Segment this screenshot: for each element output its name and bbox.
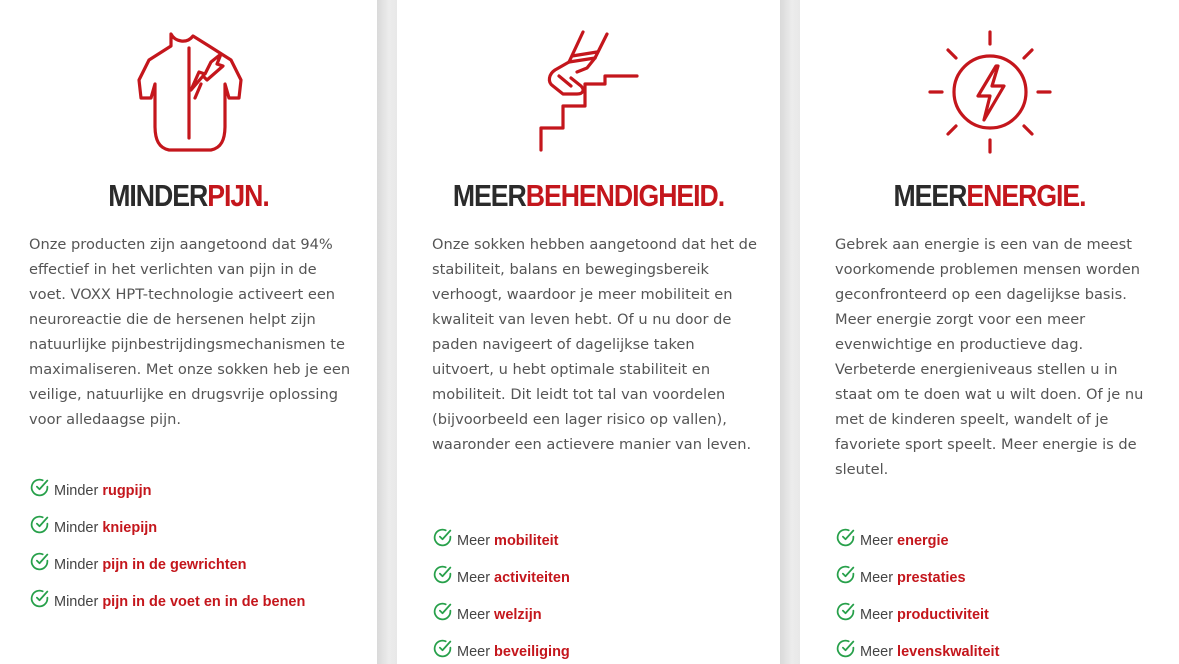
list-item	[432, 522, 570, 559]
item-prefix: Meer	[457, 532, 491, 549]
card-title	[424, 178, 753, 214]
item-prefix: Minder	[54, 519, 99, 536]
item-highlight: pijn in de gewrichten	[102, 556, 247, 573]
list-item	[29, 509, 305, 546]
title-dark-part: MEER	[452, 178, 526, 213]
item-prefix: Meer	[457, 643, 491, 660]
item-prefix: Minder	[54, 593, 99, 610]
item-prefix: Minder	[54, 556, 99, 573]
benefit-list	[432, 522, 570, 664]
list-item	[29, 583, 305, 620]
card-title	[827, 178, 1153, 214]
sock-climbing-stairs-icon	[397, 28, 780, 156]
item-highlight: levenskwaliteit	[897, 643, 1000, 660]
card-description: Onze sokken hebben aangetoond dat het de stabiliteit, balans en bewegingsbereik verhoogt, waardoor je meer mobiliteit en kwaliteit van leven hebt. Of u nu door de paden navigeert of dagelijkse taken uitvoert, u hebt optimale stabiliteit en mobiliteit. Dit leidt tot tal van voordelen (bijvoorbeeld een lager risico op vallen), waaronder een actievere manier van leven.	[432, 236, 757, 453]
item-prefix: Minder	[54, 482, 99, 499]
item-highlight: productiviteit	[897, 606, 989, 623]
item-highlight: energie	[897, 532, 949, 549]
list-item	[835, 522, 999, 559]
card-gap-shadow	[780, 0, 800, 664]
title-red-part: PIJN.	[207, 178, 269, 213]
item-highlight: activiteiten	[494, 569, 570, 586]
list-item	[432, 596, 570, 633]
item-highlight: prestaties	[897, 569, 966, 586]
card-title	[26, 178, 350, 214]
item-prefix: Meer	[860, 569, 894, 586]
item-highlight: rugpijn	[102, 482, 152, 499]
benefit-card-more-energy	[800, 0, 1179, 664]
benefit-card-less-pain	[0, 0, 377, 664]
item-prefix: Meer	[457, 606, 491, 623]
item-highlight: beveiliging	[494, 643, 570, 660]
check-circle-icon	[29, 551, 50, 572]
check-circle-icon	[432, 638, 453, 659]
check-circle-icon	[835, 601, 856, 622]
card-description: Onze producten zijn aangetoond dat 94% effectief in het verlichten van pijn in de voet. VOXX HPT-technologie activeert een neuroreactie die de hersenen helpt zijn natuurlijke pijnbestrijdingsmechanismen te maximaliseren. Met onze sokken heb je een veilige, natuurlijke en drugsvrije oplossing voor alledaagse pijn.	[29, 236, 351, 428]
list-item	[835, 596, 999, 633]
title-dark-part: MEER	[893, 178, 967, 213]
item-highlight: mobiliteit	[494, 532, 559, 549]
list-item	[432, 559, 570, 596]
benefit-card-more-agility	[397, 0, 780, 664]
check-circle-icon	[432, 527, 453, 548]
item-highlight: kniepijn	[102, 519, 158, 536]
check-circle-icon	[432, 601, 453, 622]
title-red-part: ENERGIE.	[966, 178, 1086, 213]
check-circle-icon	[432, 564, 453, 585]
benefit-list	[835, 522, 999, 664]
item-prefix: Meer	[860, 532, 894, 549]
check-circle-icon	[835, 564, 856, 585]
list-item	[835, 633, 999, 664]
item-highlight: pijn in de voet en in de benen	[102, 593, 306, 610]
item-highlight: welzijn	[494, 606, 542, 623]
item-prefix: Meer	[860, 643, 894, 660]
title-red-part: BEHENDIGHEID.	[525, 178, 725, 213]
check-circle-icon	[835, 527, 856, 548]
title-dark-part: MINDER	[108, 178, 208, 213]
check-circle-icon	[835, 638, 856, 659]
list-item	[835, 559, 999, 596]
check-circle-icon	[29, 477, 50, 498]
benefit-list	[29, 472, 305, 620]
list-item	[432, 633, 570, 664]
torso-back-pain-icon	[0, 28, 377, 156]
check-circle-icon	[29, 514, 50, 535]
card-description: Gebrek aan energie is een van de meest voorkomende problemen mensen worden geconfronteerd op een dagelijkse basis. Meer energie zorgt voor een meer evenwichtige en productieve dag. Verbeterde energieniveaus stellen u in staat om te doen wat u wilt doen. Of je nu met de kinderen speelt, wandelt of je favoriete sport speelt. Meer energie is de sleutel.	[835, 236, 1144, 478]
item-prefix: Meer	[860, 606, 894, 623]
item-prefix: Meer	[457, 569, 491, 586]
check-circle-icon	[29, 588, 50, 609]
sun-lightning-energy-icon	[800, 28, 1179, 156]
card-gap-shadow	[377, 0, 397, 664]
list-item	[29, 546, 305, 583]
list-item	[29, 472, 305, 509]
